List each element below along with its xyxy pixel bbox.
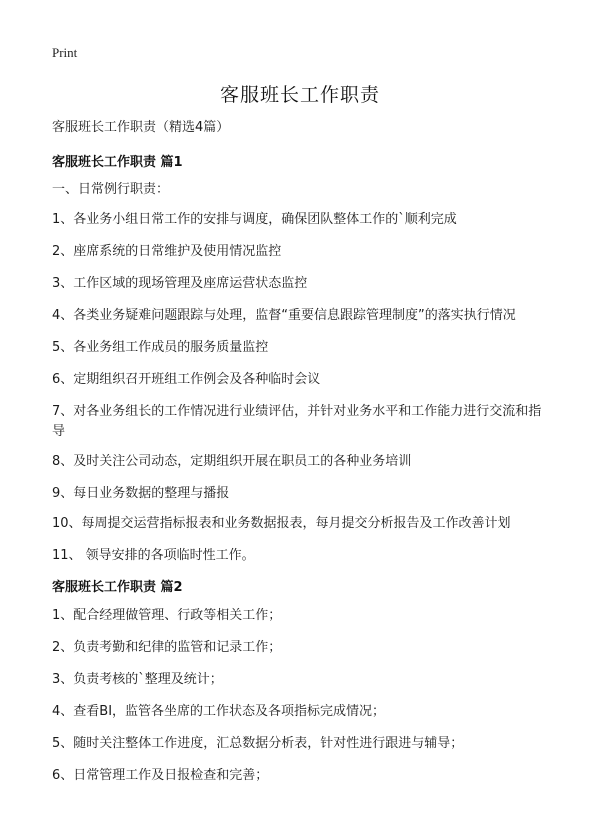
section-heading: 客服班长工作职责 篇2 [52,580,183,595]
list-item: 1、配合经理做管理、行政等相关工作； [52,608,282,623]
list-item: 10、每周提交运营指标报表和业务数据报表，每月提交分析报告及工作改善计划 [52,516,511,531]
list-item: 7、对各业务组长的工作情况进行业绩评估，并针对业务水平和工作能力进行交流和指导 [52,404,542,439]
document-subtitle: 客服班长工作职责（精选4篇） [52,120,230,135]
list-item: 2、座席系统的日常维护及使用情况监控 [52,244,282,259]
list-item: 1、各业务小组日常工作的安排与调度，确保团队整体工作的`顺利完成 [52,212,457,227]
list-item: 6、日常管理工作及日报检查和完善； [52,768,269,783]
list-item: 11、 领导安排的各项临时性工作。 [52,548,255,563]
list-item: 5、各业务组工作成员的服务质量监控 [52,340,269,355]
list-item: 3、负责考核的`整理及统计； [52,672,223,687]
section-heading: 客服班长工作职责 篇1 [52,155,183,170]
list-item: 4、查看BI，监管各坐席的工作状态及各项指标完成情况； [52,704,386,719]
list-item: 2、负责考勤和纪律的监管和记录工作； [52,640,282,655]
section-intro: 一、日常例行职责： [52,182,170,197]
list-item: 4、各类业务疑难问题跟踪与处理，监督“重要信息跟踪管理制度”的落实执行情况 [52,308,516,323]
page-title: 客服班长工作职责 [219,84,380,106]
print-label: Print [52,45,78,60]
list-item: 9、每日业务数据的整理与播报 [52,486,230,501]
list-item: 6、定期组织召开班组工作例会及各种临时会议 [52,372,321,387]
list-item: 5、随时关注整体工作进度，汇总数据分析表，针对性进行跟进与辅导； [52,736,464,751]
list-item: 8、及时关注公司动态，定期组织开展在职员工的各种业务培训 [52,454,412,469]
list-item: 3、工作区域的现场管理及座席运营状态监控 [52,276,308,291]
